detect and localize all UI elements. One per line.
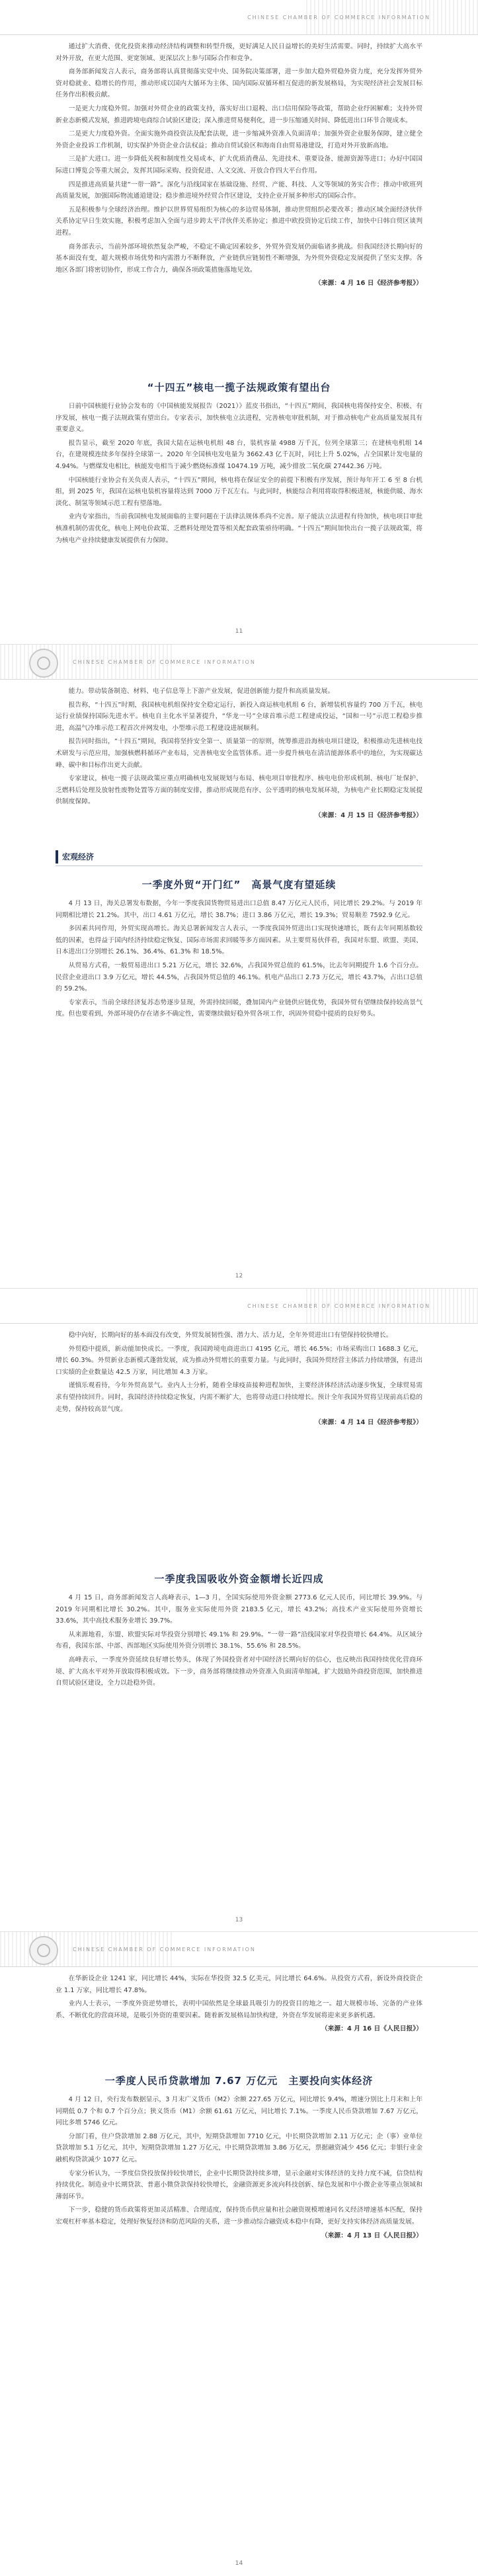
paragraph: 一是更大力度稳外贸。加强对外贸企业的政策支持，落实好出口退税、出口信用保险等政策，帮助企业纾困解难；支持外贸新业态新模式发展，推进跨境电商综合试验区建设；深入推进贸易便利化，进一步压缩通关时间、降低进出口环节合规成本。: [56, 104, 422, 124]
page-12: [0, 644, 478, 1289]
paragraph: 专家表示，当前全球经济复苏态势逐步显现，外需持续回暖，叠加国内产业链供应链优势，我国外贸有望继续保持较高景气度。但也要看到，外部环境仍存在诸多不确定性，需要继续做好稳外贸各项工作，巩固外贸稳中提质的良好势头。: [56, 998, 422, 1018]
paragraph: 4 月 12 日，央行发布数据显示，3 月末广义货币（M2）余额 227.65 万亿元，同比增长 9.4%，增速分别比上月末和上年同期低 0.7 个和 0.7 个百分点；狭义货币（M1）余额 61.61 万亿元，同比增长 7.1%。一季度人民币贷款增加 7.67 万亿元，同比多增 5746 亿元。: [56, 2096, 422, 2127]
page-number: 12: [235, 1273, 243, 1279]
article-2: [56, 877, 422, 1022]
chamber-logo-icon: [29, 649, 58, 678]
page-header: [0, 645, 478, 680]
paragraph: 三是扩大进口。进一步降低关税和制度性交易成本，扩大优质消费品、先进技术、重要设备、能源资源等进口；办好中国国际进口博览会等重大展会，发挥其国际采购、投资促进、人文交流、开放合作四大平台作用。: [56, 155, 422, 175]
paragraph: 从来源地看，东盟、欧盟实际对华投资分别增长 49.1% 和 29.9%。“一带一路”沿线国家对华投资增长 64.4%。从区域分布看，我国东部、中部、西部地区实际使用外资分别增长 38.1%、55.6% 和 28.5%。: [56, 1630, 422, 1650]
paragraph: 能力。带动装备制造、材料、电子信息等上下游产业发展，促进创新能力提升和高质量发展。: [68, 688, 335, 695]
paragraph: 商务部新闻发言人表示，商务部将认真贯彻落实党中央、国务院决策部署，进一步加大稳外贸稳外资力度，充分发挥外贸外资对稳就业、稳增长的作用，推动形成以国内大循环为主体、国内国际双循环相互促进的新发展格局，为实现经济社会发展目标任务作出积极贡献。: [56, 68, 422, 99]
paragraph: 外贸稳中提质，新动能加快成长。一季度，我国跨境电商进出口 4195 亿元，增长 46.5%；市场采购出口 1688.3 亿元，增长 60.3%。外贸新业态新模式蓬勃发展，成为推动外贸增长的重要力量。与此同时，我国外贸经营主体活力持续增强，有进出口实绩的企业数量达 42.5 万家，同比增加 4.3 万家。: [56, 1345, 422, 1376]
article-title: 一季度我国吸收外资金额增长近四成: [154, 1573, 324, 1585]
paragraph: 商务部表示，当前外部环境依然复杂严峻，不稳定不确定因素较多，外贸外资发展仍面临诸多挑战。但我国经济长期向好的基本面没有变，超大规模市场优势和内需潜力不断释放，产业链供应链韧性不断增强，为外贸外资稳定发展提供了坚实支撑。各地区各部门将密切协作，形成工作合力，确保各项政策措施落地见效。: [56, 243, 422, 274]
paragraph: 分部门看，住户贷款增加 2.88 万亿元，其中，短期贷款增加 7710 亿元，中长期贷款增加 2.11 万亿元；企（事）业单位贷款增加 5.1 万亿元，其中，短期贷款增加 1.27 万亿元，中长期贷款增加 3.86 万亿元，票据融资减少 456 亿元；非银行业金融机构贷款减少 1077 亿元。: [56, 2132, 422, 2163]
article-2: [56, 380, 422, 548]
article-body: [56, 41, 422, 292]
paragraph: 4 月 13 日，海关总署发布数据，今年一季度我国货物贸易进出口总值 8.47 万亿元人民币，同比增长 29.2%。与 2019 年同期相比增长 21.2%。其中，出口 4.61 万亿元，增长 38.7%；进口 3.86 万亿元，增长 19.3%；贸易顺差 7592.9 亿元。: [56, 900, 422, 919]
article-2: [56, 2073, 422, 2243]
page-14: [0, 1931, 478, 2576]
paragraph: 多因素共同作用，外贸实现高增长。海关总署新闻发言人表示，一季度我国外贸进出口实现快速增长，既有去年同期基数较低的因素，也得益于国内经济持续稳定恢复、国际市场需求回暖等多方面因素。从主要贸易伙伴看，我国对东盟、欧盟、美国、日本进出口分别增长 26.1%、36.4%、61.3% 和 18.5%。: [56, 925, 422, 956]
chamber-logo-icon: [29, 1936, 58, 1965]
page-number: 14: [235, 2560, 243, 2567]
paragraph: 在华新设企业 1241 家，同比增长 44%，实际在华投资 32.5 亿美元，同比增长 64.6%。从投资方式看，新设外商投资企业 1.1 万家，同比增长 47.8%。: [56, 1975, 422, 1994]
header-title: CHINESE CHAMBER OF COMMERCE INFORMATION: [73, 659, 256, 665]
paragraph: 专家分析认为，一季度信贷投放保持较快增长，企业中长期贷款持续多增，显示金融对实体经济的支持力度不减，信贷结构持续优化。制造业中长期贷款、普惠小微贷款保持较快增长，金融资源更多流向科技创新、绿色发展和中小微企业等重点领域和薄弱环节。: [56, 2169, 422, 2200]
header-title: CHINESE CHAMBER OF COMMERCE INFORMATION: [247, 15, 430, 20]
page-header: [0, 1932, 478, 1967]
paragraph: 报告显示，截至 2020 年底，我国大陆在运核电机组 48 台，装机容量 4988 万千瓦，位列全球第三；在建核电机组 14 台，在建规模连续多年保持全球第一。2020 年全国核电发电量为 3662.43 亿千瓦时，同比上升 5.02%，占全国累计发电量的 4.94%。与燃煤发电相比，核能发电相当于减少燃烧标准煤 10474.19 万吨，减少排放二氧化碳 27442.36 万吨。: [56, 439, 422, 470]
paragraph: 报告同时指出，“十四五”期间，我国将坚持安全第一、质量第一的原则，统筹推进沿海核电项目建设，积极推动先进核电技术研发与示范应用，加强核燃料循环产业布局，完善核电安全监管体系。进一步提升核电在清洁能源体系中的地位，为实现碳达峰、碳中和目标作出更大贡献。: [56, 738, 422, 769]
paragraph: 从贸易方式看，一般贸易进出口 5.21 万亿元，增长 32.6%，占我国外贸总值的 61.5%，比去年同期提升 1.6 个百分点。民营企业进出口 3.9 万亿元，增长 44.5%，占我国外贸总值的 46.1%。机电产品出口 2.73 万亿元，增长 43.7%，占出口总值的 59.2%。: [56, 961, 422, 993]
page-header: [0, 1289, 478, 1324]
article-title: 一季度人民币贷款增加 7.67 万亿元 主要投向实体经济: [104, 2075, 374, 2087]
paragraph: 专家建议，核电一揽子法规政策应重点明确核电发展规划与布局、核电项目审批程序、核电电价形成机制、核电厂址保护、乏燃料后处理及放射性废物处置等方面的制度安排，推动形成规范有序、公平透明的核电发展环境，为核电产业长期稳定发展提供制度保障。: [56, 775, 422, 806]
article-body: [56, 686, 422, 824]
article-body: [56, 1330, 422, 1431]
header-title: CHINESE CHAMBER OF COMMERCE INFORMATION: [247, 1303, 430, 1309]
page-11: [0, 0, 478, 644]
page-header: [0, 0, 478, 35]
page-number: 13: [235, 1917, 243, 1923]
paragraph: 高峰表示，一季度外资延续良好增长势头，体现了外国投资者对中国经济长期向好的信心，也反映出我国持续优化营商环境、扩大高水平对外开放取得积极成效。下一步，商务部将继续推动外资准入负面清单缩减，扩大鼓励外商投资范围，加快推进自贸试验区建设，全力以赴稳外资。: [56, 1656, 422, 1687]
page-13: [0, 1288, 478, 1933]
article-title: “十四五”核电一揽子法规政策有望出台: [147, 382, 331, 393]
paragraph: 下一步，稳健的货币政策将更加灵活精准、合理适度，保持货币供应量和社会融资规模增速同名义经济增速基本匹配，保持宏观杠杆率基本稳定，处理好恢复经济和防范风险的关系，进一步推动综合融资成本稳中有降，更好支持实体经济高质量发展。: [56, 2206, 422, 2226]
paragraph: 谨慎乐观看待，今年外贸高景气。业内人士分析，随着全球疫苗接种进程加快，主要经济体经济活动逐步恢复，全球贸易需求有望持续回升。同时，我国经济持续稳定恢复，内需不断扩大，也将带动进口持续增长。预计全年我国外贸将呈现前高后稳的走势，保持较高景气度。: [56, 1382, 422, 1413]
article-2: [56, 1572, 422, 1691]
section-heading: [56, 850, 422, 866]
paragraph: 稳中向好，长期向好的基本面没有改变，外贸发展韧性强、潜力大、活力足，全年外贸进出口有望保持较快增长。: [68, 1332, 393, 1339]
paragraph: 通过扩大消费、优化投资来推动经济结构调整和转型升级，更好满足人民日益增长的美好生活需要。同时，持续扩大高水平对外开放，在更大范围、更宽领域、更深层次上参与国际合作和竞争。: [56, 43, 422, 62]
paragraph: 中国核能行业协会有关负责人表示，“十四五”期间，核电将在保证安全的前提下积极有序发展，预计每年开工 6 至 8 台机组，到 2025 年，我国在运核电装机容量将达到 7000 万千瓦左右。与此同时，核能综合利用将取得积极进展，核能供暖、海水淡化、制氢等领域示范工程有望落地。: [56, 476, 422, 507]
page-number: 11: [235, 628, 243, 635]
paragraph: 二是更大力度稳外资。全面实施外商投资法及配套法规，进一步缩减外资准入负面清单；加强外资企业服务保障，建立健全外资企业投诉工作机制，切实保护外资企业合法权益；推动自贸试验区和海南自由贸易港建设，打造对外开放新高地。: [56, 130, 422, 149]
paragraph: 报告称，“十四五”时期，我国核电机组保持安全稳定运行，新投入商运核电机组 6 台，新增装机容量约 700 万千瓦，核电运行业绩保持国际先进水平。核电自主化水平显著提升，“华龙一号”全球首堆示范工程建成投运，“国和一号”示范工程稳步推进，高温气冷堆示范工程首次并网发电，小型堆示范工程建设进展顺利。: [56, 701, 422, 732]
header-title: CHINESE CHAMBER OF COMMERCE INFORMATION: [73, 1947, 256, 1952]
paragraph: 4 月 15 日，商务部新闻发言人高峰表示，1—3 月，全国实际使用外资金额 2773.6 亿元人民币，同比增长 39.9%。与 2019 年同期相比增长 30.2%。其中，服务业实际使用外资 2183.5 亿元，增长 43.2%；高技术产业实际使用外资增长 33.6%，其中高技术服务业增长 39.7%。: [56, 1594, 422, 1625]
article-source: （来源：4 月 16 日《经济参考报》）: [315, 280, 422, 288]
paragraph: 五是积极参与全球经济治理。维护以世界贸易组织为核心的多边贸易体制，推动世贸组织必要改革；推动区域全面经济伙伴关系协定早日生效实施，积极考虑加入全面与进步跨太平洋伙伴关系协定；推进中欧投资协定后续工作，加快中日韩自贸区谈判进程。: [56, 206, 422, 237]
paragraph: 业内人士表示，一季度外资逆势增长，表明中国依然是全球最具吸引力的投资目的地之一。超大规模市场、完备的产业体系、不断优化的营商环境，是吸引外资的重要因素。随着新发展格局加快构建，外资在华发展将迎来更多新机遇。: [56, 2000, 422, 2019]
article-title: 一季度外贸“开门红” 高景气度有望延续: [141, 879, 337, 891]
article-source: （来源：4 月 13 日《人民日报》）: [321, 2232, 422, 2239]
article-source: （来源：4 月 14 日《经济参考报》）: [315, 1419, 422, 1427]
article-source: （来源：4 月 16 日《人民日报》）: [321, 2025, 422, 2033]
article-body: [56, 1973, 422, 2037]
paragraph: 日前中国核能行业协会发布的《中国核能发展报告（2021）》蓝皮书指出，“十四五”期间，我国核电将保持安全、积极、有序发展，核电一揽子法规政策有望出台。专家表示，加快核电立法进程，完善核电审批机制，对于推动核电产业高质量发展具有重要意义。: [56, 403, 422, 434]
paragraph: 四是推进高质量共建“一带一路”。深化与沿线国家在基础设施、经贸、产能、科技、人文等领域的务实合作；推动中欧班列高质量发展，加强国际物流通道建设；稳步推进境外经贸合作区建设，支持企业开展多种形式的国际合作。: [56, 181, 422, 200]
paragraph: 业内专家指出，当前我国核电发展面临的主要问题在于法律法规体系尚不完善。原子能法立法进程有待加快，核电项目审批核准机制仍需优化，核电上网电价政策、乏燃料处理处置等相关配套政策亟待明确。“十四五”期间加快出台一揽子法规政策，将为核电产业持续健康发展提供有力保障。: [56, 513, 422, 544]
section-label: 宏观经济: [56, 850, 94, 864]
article-source: （来源：4 月 15 日《经济参考报》）: [315, 811, 422, 819]
